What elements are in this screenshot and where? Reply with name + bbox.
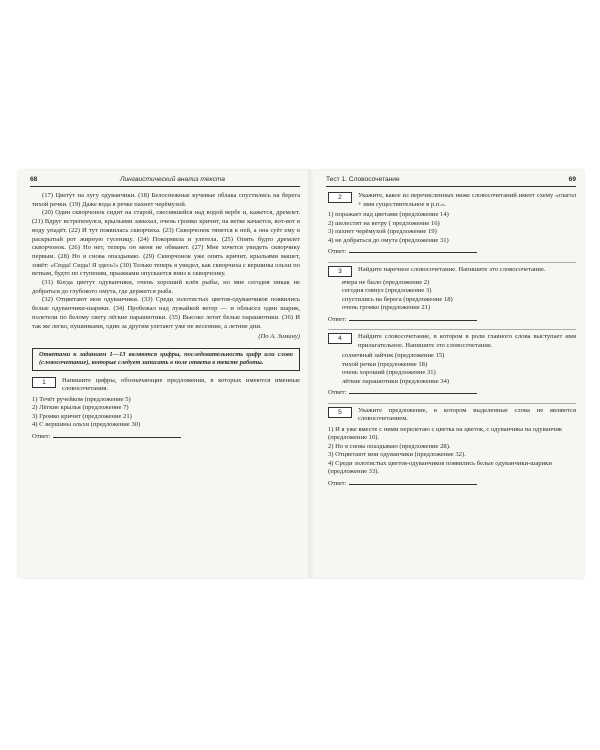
- left-page-body: [32, 192, 300, 441]
- task-option: 1) Течёт ручейком (предложение 5): [32, 395, 131, 403]
- running-title: Лингвистический анализ текста: [120, 176, 225, 183]
- answer-row: [32, 431, 300, 442]
- left-page-header: [30, 174, 300, 187]
- answer-row: [328, 246, 576, 257]
- task-options: [328, 211, 576, 245]
- answer-label: Ответ:: [328, 315, 347, 323]
- answer-row: [328, 314, 576, 325]
- answer-label: Ответ:: [32, 432, 51, 440]
- task-option: сегодня глянул (предложение 3): [342, 287, 432, 294]
- task-options: [328, 426, 576, 477]
- book-spread: [18, 170, 584, 578]
- task-question: Найдите словосочетание, в котором в роли главного слова выступает имя прилагательное. Напишите это словосочетание.: [358, 333, 576, 349]
- task-question: Напишите цифры, обозначающие предложения, в которых имеются именные словосочетания.: [62, 376, 300, 393]
- task-question: Укажите, какое из перечисленных ниже словосочетаний имеет схему «глагол + имя существительное в р.п.».: [358, 192, 576, 208]
- task-option: тихой речки (предложение 18): [342, 360, 428, 368]
- task-option: очень громко (предложение 21): [342, 304, 431, 311]
- answer-field[interactable]: [349, 246, 477, 253]
- task-5: [328, 403, 576, 489]
- author-attribution: (По А. Зимину): [258, 333, 300, 341]
- task-option: 1) И я уже вместе с ними перелетаю с цветка на цветок, с одуванчика на одуванчик (предложение 10).: [328, 425, 563, 441]
- answer-field[interactable]: [349, 314, 477, 321]
- task-number-box: 3: [328, 266, 352, 277]
- task-option: 2) Лёгкие крылья (предложение 7): [32, 404, 129, 412]
- running-title: Тест 1. Словосочетание: [326, 176, 400, 183]
- instruction-note: Ответами к заданиям 1—13 являются цифры, последовательность цифр или слово (словосочетание), которые следует записать в поле ответа в тексте работы.: [32, 348, 300, 371]
- answer-row: [328, 478, 576, 489]
- task-options: [32, 396, 300, 430]
- answer-field[interactable]: [53, 431, 181, 438]
- answer-label: Ответ:: [328, 479, 347, 487]
- task-option: 3) пахнет черёмухой (предложение 19): [328, 228, 437, 235]
- task-number-box: 1: [32, 377, 56, 388]
- task-option: лёгкие парашютики (предложение 34): [342, 377, 450, 385]
- answer-field[interactable]: [349, 387, 477, 394]
- task-option: 4) Среди золотистых цветов-одуванчиков появились белые одуванчики-шарики (предложение 33).: [328, 459, 552, 475]
- task-options: [328, 352, 576, 386]
- left-page: [18, 170, 308, 578]
- task-option: солнечный зайчик (предложение 15): [342, 352, 445, 359]
- task-option: 2) шелестит на ветру ( предложение 16): [328, 219, 440, 227]
- task-2: [328, 192, 576, 257]
- right-page: [314, 170, 584, 578]
- text-paragraph: (31) Когда цветут одуванчики, очень хороший клёв рыбы, но мне сегодня никак не добраться до глубокого омута, где держится рыба.: [32, 279, 300, 295]
- task-option: 4) не добраться до омута (предложение 31): [328, 236, 449, 244]
- task-option: 3) Громко кричит (предложение 21): [32, 412, 132, 420]
- task-number-box: 4: [328, 333, 352, 344]
- answer-row: [328, 387, 576, 398]
- task-option: спустились на берега (предложение 18): [342, 295, 453, 303]
- text-paragraph: (32) Отцветают мои одуванчики. (33) Среди золотистых цветов-одуванчиков появились белые одуванчики-шарики. (34) Пробежал над лужайкой ветер — и облысел один шарик, полетели по белому свету лёгкие парашютики. (35) Высоко летят белые парашютики. (36) И так же легко, пушинками, один за другим улетают уже не весенние, а летние дни.: [32, 296, 300, 330]
- task-option: 3) Отцветают мои одуванчики (предложение 32).: [328, 451, 466, 458]
- task-option: 1) поражает над цветами (предложение 14): [328, 211, 449, 218]
- answer-label: Ответ:: [328, 248, 347, 255]
- page-number: 68: [30, 176, 38, 183]
- task-3: [328, 262, 576, 325]
- right-page-body: [328, 192, 576, 488]
- task-question: Найдите наречное словосочетание. Напишите это словосочетание.: [358, 265, 546, 273]
- answer-label: Ответ:: [328, 389, 347, 396]
- task-options: [328, 279, 576, 313]
- task-1: [32, 377, 300, 442]
- task-option: 4) С вершины ольхи (предложение 30): [32, 421, 141, 429]
- task-4: [328, 329, 576, 398]
- page-number: 69: [568, 176, 576, 183]
- answer-field[interactable]: [349, 478, 477, 485]
- text-paragraph: (17) Цветут на лугу одуванчики. (18) Белоснежные кучевые облака спустились на берега тихой речки. (19) Даже вода в речке пахнет черёмухой.: [32, 192, 300, 208]
- task-option: 2) Но я снова опаздываю (предложение 28).: [328, 442, 451, 450]
- task-option: очень хороший (предложение 31): [342, 369, 436, 376]
- text-paragraph: (20) Один скворчонок сидит на старой, свесившейся над водой вербе и, кажется, дремлет. (21) Вдруг встрепенулся, крыльями замахал, очень громко кричит, на ветке качается, вот-вот в воду упадёт. (22) И тут появилась скворчиха. (23) Скворчонок тянется к ней, а она суёт ему в раскрытый рот жирную гусеницу. (24) Покормила и улетела. (25) Опять будто дремлет скворчонок. (26) Но нет, теперь он меня не обманет. (27) Мне хочется увидеть скворчику первым. (28) Но я снова опаздываю. (29) Скворчонок уже опять кричит, крыльями машет, зовёт: «Сюда! Сюда! Я здесь!» (30) Только теперь я увидел, как скворчиха с вершины ольхи по веткам, будто по ступеням, прыжками опускается вниз к скворчонку.: [32, 209, 300, 278]
- task-question: Укажите предложение, в котором выделенные слова не являются словосочетанием.: [358, 406, 576, 422]
- right-page-header: [326, 174, 576, 187]
- task-number-box: 2: [328, 192, 352, 203]
- task-number-box: 5: [328, 407, 352, 418]
- task-option: вчера не было (предложение 2): [342, 278, 430, 286]
